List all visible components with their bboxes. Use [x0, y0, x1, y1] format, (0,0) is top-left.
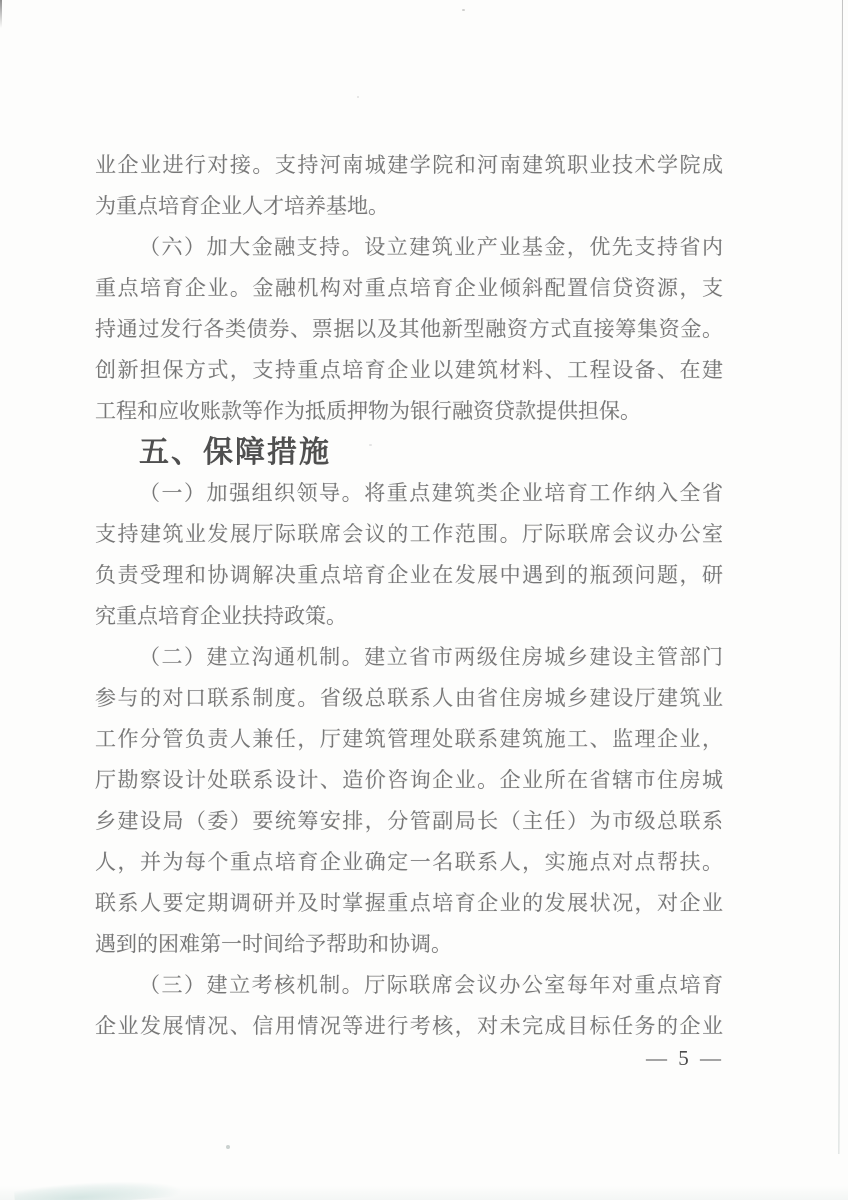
body-text-line: 业企业进行对接。支持河南城建学院和河南建筑职业技术学院成 — [95, 153, 723, 177]
body-text-line: 企业发展情况、信用情况等进行考核，对未完成目标任务的企业 — [95, 1014, 723, 1038]
section-heading-5: 五、保障措施 — [139, 436, 331, 469]
scan-speck — [462, 9, 465, 11]
body-text-line: 支持建筑业发展厅际联席会议的工作范围。厅际联席会议办公室 — [95, 522, 723, 546]
document-body — [95, 145, 723, 1047]
scan-bottom-shadow — [0, 1186, 848, 1200]
body-text-line: 负责受理和协调解决重点培育企业在发展中遇到的瓶颈问题，研 — [95, 563, 723, 587]
body-text-line: 重点培育企业。金融机构对重点培育企业倾斜配置信贷资源，支 — [95, 276, 723, 300]
page-number: — 5 — — [646, 1046, 724, 1070]
scan-edge-artifact — [0, 0, 2, 28]
body-text-line: 持通过发行各类债券、票据以及其他新型融资方式直接筹集资金。 — [95, 317, 723, 341]
body-text-line: 工程和应收账款等作为抵质押物为银行融资贷款提供担保。 — [95, 399, 641, 423]
body-text-line: 厅勘察设计处联系设计、造价咨询企业。企业所在省辖市住房城 — [95, 768, 723, 792]
scan-edge-line — [838, 0, 843, 1154]
body-text-line: 人，并为每个重点培育企业确定一名联系人，实施点对点帮扶。 — [95, 850, 723, 874]
body-text-line: （三）建立考核机制。厅际联席会议办公室每年对重点培育 — [139, 973, 723, 997]
body-text-line: 参与的对口联系制度。省级总联系人由省住房城乡建设厅建筑业 — [95, 686, 723, 710]
scan-speck — [357, 96, 359, 98]
scan-speck — [369, 444, 372, 446]
body-text-line: 究重点培育企业扶持政策。 — [95, 604, 347, 628]
body-text-line: （六）加大金融支持。设立建筑业产业基金，优先支持省内 — [139, 235, 723, 259]
scan-speck — [226, 1145, 230, 1149]
body-text-line: 乡建设局（委）要统筹安排，分管副局长（主任）为市级总联系 — [95, 809, 723, 833]
body-text-line: 联系人要定期调研并及时掌握重点培育企业的发展状况，对企业 — [95, 891, 723, 915]
body-text-line: （二）建立沟通机制。建立省市两级住房城乡建设主管部门 — [139, 645, 723, 669]
body-text-line: 创新担保方式，支持重点培育企业以建筑材料、工程设备、在建 — [95, 358, 723, 382]
body-text-line: 工作分管负责人兼任，厅建筑管理处联系建筑施工、监理企业， — [95, 727, 723, 751]
body-text-line: 为重点培育企业人才培养基地。 — [95, 194, 389, 218]
body-text-line: 遇到的困难第一时间给予帮助和协调。 — [95, 932, 452, 956]
body-text-line: （一）加强组织领导。将重点建筑类企业培育工作纳入全省 — [139, 481, 723, 505]
